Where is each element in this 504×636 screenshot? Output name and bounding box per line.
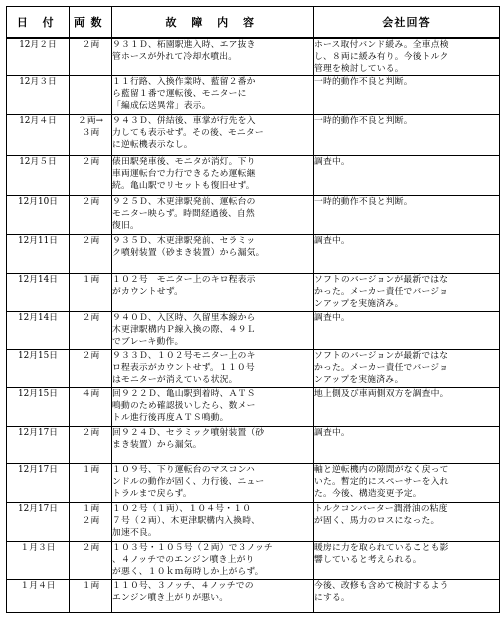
row-fault-description: [112, 464, 314, 503]
fault-line: ロ程表示がカウントせず。１１０号: [112, 363, 255, 373]
answer-line: 一時的動作不良と判断。: [314, 77, 413, 87]
table-row: [7, 156, 500, 196]
fault-line: ９３５Ｄ、木更津駅発前、セラミッ: [112, 236, 256, 246]
row-fault-description: [112, 38, 314, 76]
answer-line: 調査中。: [314, 236, 350, 246]
row-fault-description: [112, 274, 314, 312]
row-date: 12月３日: [7, 76, 70, 115]
row-fault-description: [112, 196, 314, 235]
row-date: 12月15日: [7, 350, 70, 388]
answer-line: にする。: [314, 593, 350, 603]
row-cars: [70, 503, 112, 542]
table-row: [7, 542, 500, 580]
answer-line: かった。メーカー責任でバージョ: [314, 363, 449, 373]
row-date: １月４日: [7, 580, 70, 613]
row-date: 12月２日: [7, 38, 70, 76]
answer-line: た。今後、構造変更予定。: [314, 489, 422, 499]
table-row: [7, 76, 500, 115]
fault-line: １１０号、３ノッチ、４ノッチでの: [112, 581, 254, 591]
table-row: [7, 235, 500, 274]
row-company-answer: [314, 542, 500, 580]
table-row: [7, 196, 500, 235]
row-cars: [70, 427, 112, 464]
answer-line: ソフトのバージョンが最新ではな: [314, 351, 449, 361]
row-company-answer: [314, 388, 500, 427]
answer-line: 調査中。: [314, 157, 350, 167]
table-row: [7, 274, 500, 312]
fault-line: ンドルの動作が固く、力行後、ニュー: [112, 477, 265, 487]
fault-line: 俵田駅発車後、モニタが消灯。下り: [112, 157, 256, 167]
answer-line: 軸と逆転機内の隙間がなく戻って: [314, 465, 449, 475]
row-date: 12月17日: [7, 464, 70, 503]
fault-line: 力しても表示せず。その後、モニター: [112, 128, 264, 138]
answer-line: ソフトのバージョンが最新ではな: [314, 275, 449, 285]
table-row: [7, 427, 500, 464]
fault-line: ９２５Ｄ、木更津駅発前、運転台の: [112, 197, 256, 207]
row-cars: [70, 464, 112, 503]
row-fault-description: [112, 312, 314, 350]
row-company-answer: [314, 196, 500, 235]
fault-line: でブレーキ動作。: [112, 337, 184, 347]
row-cars: [70, 156, 112, 196]
row-company-answer: [314, 274, 500, 312]
row-date: 12月14日: [7, 274, 70, 312]
fault-line: １０３号・１０５号（２両）で３ノッチ: [112, 543, 273, 553]
row-cars: [70, 312, 112, 350]
answer-line: 地上側及び車両側双方を調査中。: [314, 389, 449, 399]
row-cars: [70, 38, 112, 76]
row-fault-description: [112, 503, 314, 542]
table-body: [7, 38, 500, 613]
row-company-answer: [314, 350, 500, 388]
fault-line: が悪く、１０ｋｍ毎時しか上がらず。: [112, 567, 264, 577]
fault-line: １１行路、入換作業時、藍留２番か: [112, 77, 256, 87]
fault-line: １０９号、下り運転台のマスコンハ: [112, 465, 255, 475]
cars-line: ３両: [81, 128, 100, 138]
row-cars: [70, 542, 112, 580]
fault-line: エンジン噴き上がりが悪い。: [112, 593, 229, 603]
row-cars: [70, 196, 112, 235]
header-fault: 故 障 内 容: [112, 7, 314, 39]
row-date: 12月４日: [7, 115, 70, 156]
fault-line: ク噴射装置（砂まき装置）から漏気。: [112, 248, 265, 258]
row-company-answer: [314, 235, 500, 274]
row-company-answer: [314, 115, 500, 156]
row-fault-description: [112, 427, 314, 464]
fault-line: 鳴動のため確認扱いしたら、数メー: [112, 401, 256, 411]
table-row: [7, 464, 500, 503]
row-fault-description: [112, 580, 314, 613]
row-cars: [70, 76, 112, 115]
row-company-answer: [314, 427, 500, 464]
row-cars: [70, 580, 112, 613]
answer-line: トルクコンバーター潤滑油の粘度: [314, 504, 448, 514]
table-row: [7, 38, 500, 76]
answer-line: が固く、馬力のロスになった。: [314, 516, 440, 526]
row-cars: [70, 274, 112, 312]
cars-line: １両: [81, 275, 100, 285]
table-row: [7, 350, 500, 388]
answer-line: ンアップを実施済み。: [314, 299, 404, 309]
fault-line: 車両運転台で力行できるため運転継: [112, 169, 256, 179]
header-date: 日 付: [7, 7, 70, 39]
answer-line: 一時的動作不良と判断。: [314, 197, 413, 207]
row-company-answer: [314, 156, 500, 196]
cars-line: ２両: [81, 543, 100, 553]
fault-line: ９４０Ｄ、入区時、久留里本線から: [112, 313, 256, 323]
fault-line: がカウントせず。: [112, 287, 184, 297]
row-fault-description: [112, 388, 314, 427]
header-cars: 両数: [70, 7, 112, 39]
table-row: [7, 388, 500, 427]
row-fault-description: [112, 542, 314, 580]
row-date: 12月５日: [7, 156, 70, 196]
fault-line: 「編成伝送異常」表示。: [112, 101, 211, 111]
row-fault-description: [112, 115, 314, 156]
row-date: 12月17日: [7, 503, 70, 542]
fault-report-table: [6, 6, 500, 613]
answer-line: かった。メーカー責任でバージョ: [314, 287, 449, 297]
fault-line: １０２号 モニター上のキロ程表示: [112, 275, 256, 285]
row-company-answer: [314, 503, 500, 542]
fault-line: 回９２２Ｄ、亀山駅到着時、ＡＴＳ: [112, 389, 256, 399]
cars-line: ４両: [81, 389, 100, 399]
table-row: [7, 115, 500, 156]
answer-line: 今後、改修も含めて検討するよう: [314, 581, 449, 591]
fault-line: トラルまで戻らず。: [112, 489, 192, 499]
row-fault-description: [112, 76, 314, 115]
fault-line: 加速不良。: [112, 528, 157, 538]
cars-line: １両: [81, 504, 100, 514]
cars-line: ２両: [81, 313, 100, 323]
cars-line: ２両: [81, 236, 100, 246]
fault-line: ら藍留１番で運転後、モニターに: [112, 89, 247, 99]
cars-line: １両: [81, 581, 100, 591]
fault-line: に逆転機表示なし。: [112, 140, 193, 150]
row-cars: [70, 350, 112, 388]
fault-line: 回９２４Ｄ、セラミック噴射装置（砂: [112, 428, 265, 438]
fault-line: 、４ノッチでのエンジン噴き上がり: [112, 555, 255, 565]
row-date: 12月10日: [7, 196, 70, 235]
row-date: 12月17日: [7, 427, 70, 464]
answer-line: 暖房に力を取られていることも影: [314, 543, 449, 553]
row-company-answer: [314, 38, 500, 76]
answer-line: 調査中。: [314, 428, 350, 438]
cars-line: ２両: [81, 40, 100, 50]
row-date: １月３日: [7, 542, 70, 580]
answer-line: ホース取付バンド緩み。全車点検: [314, 40, 449, 50]
fault-line: 続。亀山駅でリセットも復旧せず。: [112, 181, 255, 191]
answer-line: し、８両に緩み有り。今後トルク: [314, 52, 449, 62]
table-row: [7, 312, 500, 350]
answer-line: 響していると考えられる。: [314, 555, 422, 565]
table-row: [7, 503, 500, 542]
row-cars: [70, 115, 112, 156]
fault-line: 木更津駅構内Ｐ線入換の際、４９Ｌ: [112, 325, 256, 335]
row-fault-description: [112, 350, 314, 388]
row-company-answer: [314, 464, 500, 503]
cars-line: ２両→: [78, 116, 103, 126]
fault-line: 管ホースが外れて冷却水噴出。: [112, 52, 238, 62]
cars-line: ２両: [81, 516, 100, 526]
row-date: 12月11日: [7, 235, 70, 274]
row-date: 12月14日: [7, 312, 70, 350]
cars-line: ２両: [81, 157, 100, 167]
header-answer: 会社回答: [314, 7, 500, 39]
answer-line: 調査中。: [314, 313, 350, 323]
answer-line: ンアップを実施済み。: [314, 375, 404, 385]
row-company-answer: [314, 76, 500, 115]
row-cars: [70, 235, 112, 274]
cars-line: ２両: [81, 428, 100, 438]
fault-line: １０２号（１両）、１０４号・１０: [112, 504, 252, 514]
answer-line: 管理を検討している。: [314, 64, 404, 74]
row-date: 12月15日: [7, 388, 70, 427]
cars-line: ２両: [81, 197, 100, 207]
fault-line: ７号（２両）、木更津駅構内入換時、: [112, 516, 261, 526]
table-row: [7, 580, 500, 613]
row-fault-description: [112, 156, 314, 196]
row-cars: [70, 388, 112, 427]
header-row: [7, 7, 500, 39]
fault-line: ９４３Ｄ、併結後、車掌が行先を入: [112, 116, 256, 126]
fault-line: ９３１Ｄ、柘園駅進入時、エア抜き: [112, 40, 256, 50]
cars-line: １両: [81, 465, 100, 475]
row-fault-description: [112, 235, 314, 274]
fault-line: ９３３Ｄ、１０２号モニター上のキ: [112, 351, 256, 361]
fault-line: まき装置）から漏気。: [112, 440, 202, 450]
fault-line: 復旧。: [112, 221, 139, 231]
answer-line: 一時的動作不良と判断。: [314, 116, 413, 126]
answer-line: いた。暫定的にスペーサーを入れ: [314, 477, 449, 487]
fault-line: はモニターが消えている状況。: [112, 375, 238, 385]
fault-line: モニター映らず。時間経過後、自然: [112, 209, 255, 219]
cars-line: ２両: [81, 351, 100, 361]
row-company-answer: [314, 312, 500, 350]
fault-line: トル進行後再度ＡＴＳ鳴動。: [112, 413, 229, 423]
row-company-answer: [314, 580, 500, 613]
